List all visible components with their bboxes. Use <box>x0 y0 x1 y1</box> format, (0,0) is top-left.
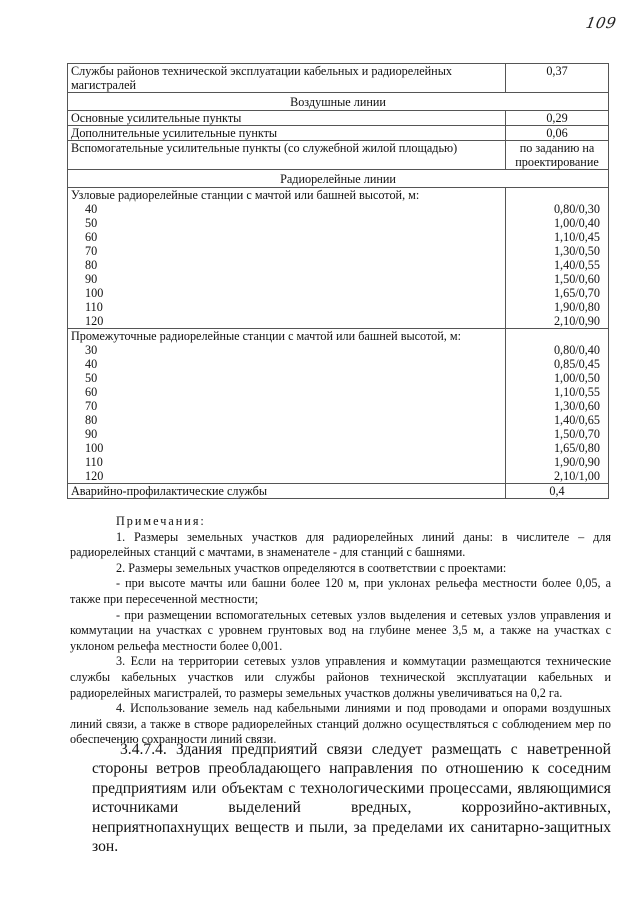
height-list <box>71 202 502 328</box>
group-heading: Узловые радиорелейные станции с мачтой или башней высотой, м: <box>71 188 420 202</box>
height-label: 40 <box>85 357 98 371</box>
row-label: Аварийно-профилактические службы <box>68 484 506 499</box>
row-value: по заданию на проектирование <box>506 141 609 170</box>
height-label: 100 <box>85 441 104 455</box>
height-label: 60 <box>85 385 98 399</box>
area-value: 1,30/0,50 <box>553 244 600 258</box>
area-value: 1,65/0,70 <box>553 286 600 300</box>
group-labels <box>68 188 506 329</box>
row-value: 0,06 <box>506 126 609 141</box>
height-label: 60 <box>85 230 98 244</box>
table-row <box>68 111 609 126</box>
table-row <box>68 141 609 170</box>
height-label: 30 <box>85 343 98 357</box>
group-values <box>506 329 609 484</box>
height-label: 90 <box>85 272 98 286</box>
note-item: 1. Размеры земельных участков для радиорелейных линий даны: в числителе – для радиорелейных станций с мачтами, в знаменателе - для станций с башнями. <box>70 529 611 560</box>
notes-section <box>70 514 611 748</box>
row-value: 0,37 <box>506 64 609 93</box>
section-heading-radio-relay-lines: Радиорелейные линии <box>68 170 609 188</box>
area-value: 1,00/0,40 <box>553 216 600 230</box>
area-value: 1,65/0,80 <box>553 441 600 455</box>
row-label: Дополнительные усилительные пункты <box>68 126 506 141</box>
height-label: 70 <box>85 399 98 413</box>
section-row <box>68 170 609 188</box>
area-value: 1,50/0,60 <box>553 272 600 286</box>
land-plot-norms-table <box>67 63 609 499</box>
area-value: 1,10/0,45 <box>553 230 600 244</box>
group-row-intermediate-stations <box>68 329 609 484</box>
height-list <box>71 343 502 483</box>
height-label: 70 <box>85 244 98 258</box>
area-value: 1,40/0,65 <box>553 413 600 427</box>
area-value: 1,90/0,90 <box>553 455 600 469</box>
area-value: 0,85/0,45 <box>553 357 600 371</box>
table-row <box>68 126 609 141</box>
area-value: 2,10/0,90 <box>553 314 600 328</box>
height-label: 50 <box>85 216 98 230</box>
row-label: Вспомогательные усилительные пункты (со служебной жилой площадью) <box>68 141 506 170</box>
area-value: 1,10/0,55 <box>553 385 600 399</box>
height-label: 80 <box>85 258 98 272</box>
page-number: 109 <box>584 14 618 32</box>
group-values <box>506 188 609 329</box>
note-item: - при высоте мачты или башни более 120 м, при уклонах рельефа местности более 0,05, а также при пересеченной местности; <box>70 576 611 606</box>
area-value: 0,80/0,40 <box>553 343 600 357</box>
row-label: Основные усилительные пункты <box>68 111 506 126</box>
area-value: 1,00/0,50 <box>553 371 600 385</box>
body-paragraph-section <box>92 740 611 856</box>
value-list <box>509 343 600 483</box>
area-value: 1,40/0,55 <box>553 258 600 272</box>
height-label: 120 <box>85 469 104 483</box>
height-label: 110 <box>85 455 103 469</box>
row-value: 0,4 <box>506 484 609 499</box>
row-label: Службы районов технической эксплуатации кабельных и радиорелейных магистралей <box>68 64 506 93</box>
notes-title: Примечания: <box>116 514 206 528</box>
height-label: 50 <box>85 371 98 385</box>
group-row-nodal-stations <box>68 188 609 329</box>
note-item: - при размещении вспомогательных сетевых узлов выделения и сетевых узлов управления и коммутации на участках с уровнем грунтовых вод на глубине менее 3,5 м, а также на участках с уклоном рельефа местности более 0,001. <box>70 607 611 653</box>
area-value: 0,80/0,30 <box>553 202 600 216</box>
note-item: 4. Использование земель над кабельными линиями и под проводами и опорами воздушных линий связи, а также в створе радиорелейных станций должно осуществляться с соблюдением мер по обеспечению сохранности линий связи. <box>70 701 611 747</box>
area-value: 1,30/0,60 <box>553 399 600 413</box>
table-row <box>68 64 609 93</box>
note-item: 2. Размеры земельных участков определяются в соответствии с проектами: <box>116 560 507 575</box>
group-heading: Промежуточные радиорелейные станции с мачтой или башней высотой, м: <box>71 329 461 343</box>
section-row <box>68 93 609 111</box>
row-value: 0,29 <box>506 111 609 126</box>
group-labels <box>68 329 506 484</box>
height-label: 100 <box>85 286 104 300</box>
area-value: 2,10/1,00 <box>553 469 600 483</box>
height-label: 120 <box>85 314 104 328</box>
paragraph-3-4-7-4: 3.4.7.4. Здания предприятий связи следует размещать с наветренной стороны ветров преобладающего направления по отношению к соседним предприятиям или объектам с технологическими процессами, являющимися источниками выделений вредных, коррозийно-активных, неприятнопахнущих веществ и пыли, за пределами их санитарно-защитных зон. <box>92 741 611 856</box>
height-label: 110 <box>85 300 103 314</box>
section-heading-air-lines: Воздушные линии <box>68 93 609 111</box>
height-label: 80 <box>85 413 98 427</box>
table-row <box>68 484 609 499</box>
value-list <box>509 202 600 328</box>
height-label: 40 <box>85 202 98 216</box>
height-label: 90 <box>85 427 98 441</box>
note-item: 3. Если на территории сетевых узлов управления и коммутации размещаются технические службы кабельных участков или службы районов технической эксплуатации кабельных и радиорелейных магистралей, то размеры земельных участков должны увеличиваться на 0,2 га. <box>70 654 611 700</box>
area-value: 1,50/0,70 <box>553 427 600 441</box>
area-value: 1,90/0,80 <box>553 300 600 314</box>
